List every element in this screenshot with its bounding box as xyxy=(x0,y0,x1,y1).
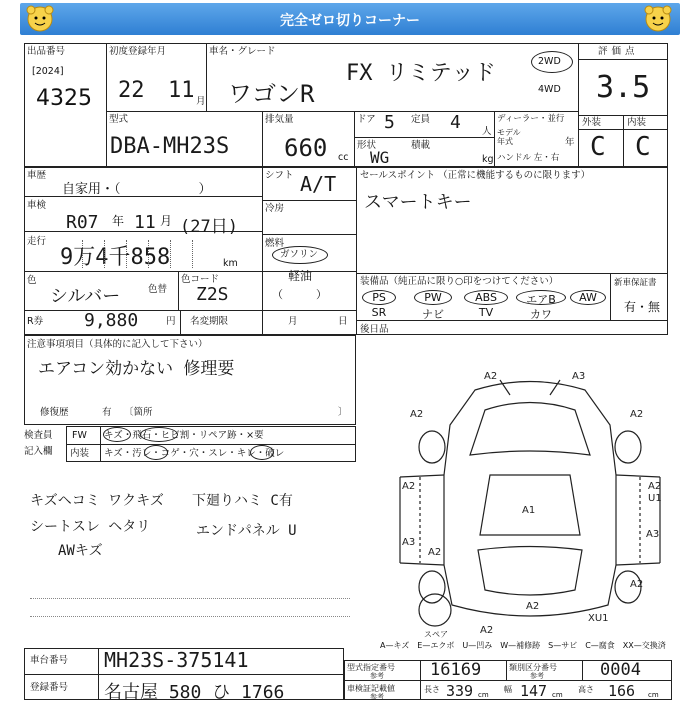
int-score: C xyxy=(635,132,651,162)
color-code-label: 色コード xyxy=(181,274,220,285)
class-no-label: 類別区分番号 xyxy=(509,663,557,672)
drive-2wd: 2WD xyxy=(538,56,561,67)
sales-point-label: セールスポイント （正常に機能するものに限ります） xyxy=(360,170,591,181)
model-year-label: モデル年式 xyxy=(497,128,521,146)
inspector-note-label: 記入欄 xyxy=(24,446,53,457)
evaluation-label: 評価点 xyxy=(598,46,639,57)
dmg-a2-rear-left: A2 xyxy=(428,547,442,558)
color-value: シルバー xyxy=(50,286,121,307)
banner-title: 完全ゼロ切りコーナー xyxy=(280,13,420,29)
shift-value: A/T xyxy=(300,172,337,196)
history-label: 車歴 xyxy=(27,170,47,181)
int-label: 内装 xyxy=(627,117,647,128)
color-code: Z2S xyxy=(196,284,229,305)
fuel-gasoline: ガソリン xyxy=(280,249,319,260)
dmg-a2-rear: A2 xyxy=(526,601,540,612)
capacity-value: 4 xyxy=(450,112,461,133)
cert-height-unit: cm xyxy=(648,691,659,699)
recycle-label: R券 xyxy=(27,316,44,327)
remark-3: シートスレ ヘタリ xyxy=(30,519,151,535)
dmg-u1-right: U1 xyxy=(648,493,662,504)
inspection-era-year: R07 xyxy=(66,212,99,233)
cert-width-unit: cm xyxy=(552,691,563,699)
shape-value: WG xyxy=(370,148,390,167)
displacement-label: 排気量 xyxy=(265,114,294,125)
shift-label: シフト xyxy=(265,170,294,181)
inspection-year-suffix: 年 xyxy=(112,214,125,228)
car-damage-diagram xyxy=(380,365,680,640)
lot-year: [2024] xyxy=(32,66,64,77)
repair-label: 修復歴 xyxy=(40,407,69,418)
chassis-label: 車台番号 xyxy=(30,655,69,666)
capacity-unit: 人 xyxy=(482,126,492,137)
repair-close: 〕 xyxy=(338,407,348,418)
cert-length-label: 長さ xyxy=(424,685,440,694)
mascot-right-icon xyxy=(640,4,676,34)
warranty-value: 有・無 xyxy=(624,300,661,314)
dmg-xu1-rear-right: XU1 xyxy=(588,613,609,624)
inspection-month: 11 xyxy=(134,212,156,233)
fuel-other: （ ） xyxy=(272,288,327,301)
shape-label: 形状 xyxy=(357,140,377,151)
equip-abs: ABS xyxy=(475,291,497,304)
cert-height: 166 xyxy=(608,682,636,700)
inspector-label: 検査員 xyxy=(24,430,53,441)
door-value: 5 xyxy=(384,112,395,133)
ext-label: 外装 xyxy=(582,117,602,128)
chassis-value: MH23S-375141 xyxy=(104,648,249,672)
equip-aw: AW xyxy=(579,291,597,304)
spare-label: スペア xyxy=(424,630,448,639)
damage-legend: A—キズ E—エクボ U—凹み W—補修跡 S—サビ C—腐食 XX—交換済 xyxy=(380,641,666,650)
name-change-label: 名変期限 xyxy=(190,316,229,327)
mileage-label: 走行 xyxy=(27,236,47,247)
dmg-a2-front-right: A2 xyxy=(630,409,644,420)
cert-height-label: 高さ xyxy=(578,685,594,694)
car-name: ワゴンR xyxy=(228,80,315,108)
handle-label: ハンドル 左・右 xyxy=(497,153,560,163)
cert-length-unit: cm xyxy=(478,691,489,699)
type-no-value: 16169 xyxy=(430,660,482,680)
inspection-month-suffix: 月 xyxy=(160,214,173,228)
name-change-day: 日 xyxy=(338,316,348,327)
equip-ps: PS xyxy=(372,291,386,304)
equip-pw: PW xyxy=(424,291,442,304)
type-no-label: 型式指定番号 xyxy=(347,663,395,672)
load-label: 積載 xyxy=(411,140,431,151)
name-change-month: 月 xyxy=(288,316,298,327)
displacement-unit: cc xyxy=(338,152,349,163)
cert-label: 車検証記載値 xyxy=(347,684,395,693)
car-name-label: 車名・グレード xyxy=(209,46,276,57)
cert-width: 147 xyxy=(520,682,548,700)
dmg-a2-front-left: A2 xyxy=(410,409,424,420)
class-no-sub: 参考 xyxy=(530,672,544,680)
cert-length: 339 xyxy=(446,682,474,700)
lot-label: 出品番号 xyxy=(27,46,66,57)
displacement-value: 660 xyxy=(284,134,328,162)
ext-score: C xyxy=(590,132,606,162)
post-install-label: 後日品 xyxy=(360,324,389,335)
repair-value: 有 xyxy=(102,407,112,418)
fuel-label: 燃料 xyxy=(265,238,285,249)
type-no-sub: 参考 xyxy=(370,672,384,680)
equip-sr: SR xyxy=(371,306,387,319)
inspector-row1-tag: FW xyxy=(72,430,87,441)
repair-place: 〔箇所 xyxy=(124,407,153,418)
dmg-a2-top-left: A2 xyxy=(484,371,498,382)
dmg-a3-left: A3 xyxy=(402,537,416,548)
dmg-a2-rear-right: A2 xyxy=(630,579,644,590)
inspector-row2: キズ・汚レ・コゲ・穴・スレ・キレ・破レ xyxy=(104,448,285,459)
first-reg-month: 11 xyxy=(168,78,195,103)
dmg-a3-right: A3 xyxy=(646,529,660,540)
equip-airbag: エアB xyxy=(526,293,556,306)
dmg-a1-roof: A1 xyxy=(522,505,536,516)
drive-4wd: 4WD xyxy=(538,84,561,95)
door-label: ドア xyxy=(357,114,376,125)
model-year-suffix: 年 xyxy=(565,137,575,148)
equip-navi: ナビ xyxy=(422,308,444,321)
fuel-diesel: 軽油 xyxy=(288,269,313,283)
cert-width-label: 幅 xyxy=(504,685,512,694)
equip-tv: TV xyxy=(478,306,494,319)
mileage-unit: km xyxy=(223,258,238,269)
title-banner xyxy=(20,3,680,35)
notes-text: エアコン効かない 修理要 xyxy=(38,359,235,379)
equip-leather: カワ xyxy=(530,308,552,321)
class-no-value: 0004 xyxy=(600,660,641,680)
recycle-unit: 円 xyxy=(166,316,176,327)
lot-number: 4325 xyxy=(36,86,92,111)
notes-label: 注意事項項目（具体的に記入して下さい） xyxy=(27,339,208,350)
dmg-a3-top-right: A3 xyxy=(572,371,586,382)
inspector-row2-tag: 内装 xyxy=(70,448,90,459)
remark-5: AWキズ xyxy=(58,543,103,559)
model-label: 型式 xyxy=(109,114,129,125)
first-reg-label: 初度登録年月 xyxy=(109,46,167,57)
first-reg-year: 22 xyxy=(118,78,145,103)
sales-point-value: スマートキー xyxy=(364,192,472,213)
warranty-label: 新車保証書 xyxy=(614,278,657,288)
remark-1: キズヘコミ ワクキズ xyxy=(30,493,164,509)
equipment-label: 装備品（純正品に限り○印をつけてください） xyxy=(360,276,559,287)
recycle-value: 9,880 xyxy=(84,310,139,331)
reg-number-label: 登録番号 xyxy=(30,682,69,693)
color-label: 色 xyxy=(27,275,37,286)
capacity-label: 定員 xyxy=(411,114,431,125)
dmg-a2-right: A2 xyxy=(648,481,662,492)
cert-sub: 参考 xyxy=(370,693,384,701)
dealer-label: ディーラー・並行 xyxy=(497,114,565,124)
aircon-label: 冷房 xyxy=(265,203,285,214)
remark-4: エンドパネル U xyxy=(196,523,297,539)
evaluation-score: 3.5 xyxy=(596,70,651,105)
inspection-day: (27日) xyxy=(180,217,238,237)
inspection-label: 車検 xyxy=(27,200,47,211)
history-value: 自家用・（ ） xyxy=(62,182,212,197)
first-reg-month-suffix: 月 xyxy=(196,96,206,107)
reg-number-value: 名古屋 580 ひ 1766 xyxy=(104,682,285,703)
remark-2: 下廻りハミ C有 xyxy=(192,493,293,509)
mileage-value: 9万4千858 xyxy=(60,245,171,270)
car-grade: FX リミテッド xyxy=(346,61,496,86)
mascot-left-icon xyxy=(22,4,58,34)
dmg-a2-left: A2 xyxy=(402,481,416,492)
model-value: DBA-MH23S xyxy=(110,134,230,159)
color-tone-label: 色替 xyxy=(148,284,168,295)
load-unit: kg xyxy=(482,154,494,165)
dmg-a2-bottom: A2 xyxy=(480,625,494,636)
inspector-row1: キズ・飛石・ヒビ割・リペア跡・×要 xyxy=(104,430,264,441)
